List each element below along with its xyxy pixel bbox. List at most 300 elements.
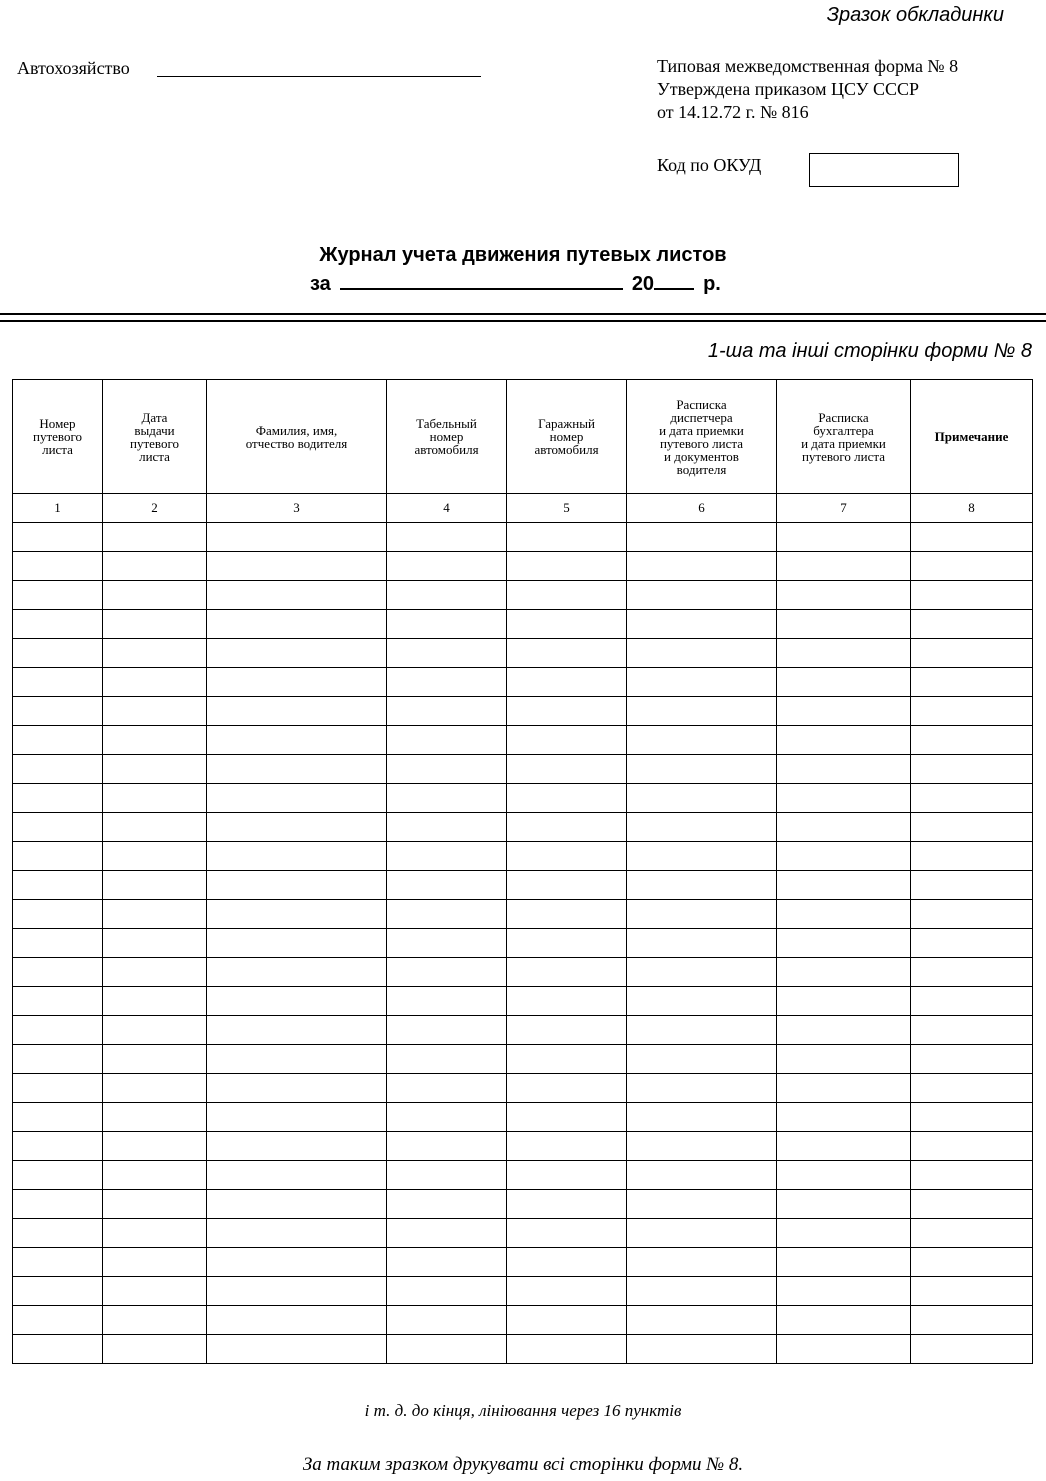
ruling-footnote: і т. д. до кінця, лініювання через 16 пунктів <box>364 1401 682 1420</box>
table-cell <box>507 1045 627 1074</box>
table-cell <box>911 668 1033 697</box>
table-cell <box>207 1219 387 1248</box>
table-cell <box>207 784 387 813</box>
table-cell <box>911 871 1033 900</box>
table-cell <box>103 610 207 639</box>
table-cell <box>13 1103 103 1132</box>
separator-rule-bottom <box>0 320 1046 322</box>
period-blank <box>340 270 623 290</box>
table-row <box>13 813 1033 842</box>
column-number-row <box>13 494 1033 523</box>
table-cell <box>387 697 507 726</box>
table-cell <box>387 552 507 581</box>
column-header: Расписка бухгалтера и дата приемки путевого листа <box>777 380 911 494</box>
organization-label: Автохозяйство <box>17 58 130 78</box>
table-cell <box>507 610 627 639</box>
table-cell <box>627 639 777 668</box>
form-approved-line: Утверждена приказом ЦСУ СССР <box>657 79 920 99</box>
table-cell <box>911 1190 1033 1219</box>
table-cell <box>627 668 777 697</box>
table-cell <box>207 552 387 581</box>
table-cell <box>911 581 1033 610</box>
table-cell <box>627 1103 777 1132</box>
table-cell <box>627 929 777 958</box>
table-cell <box>13 1277 103 1306</box>
table-cell <box>627 871 777 900</box>
form-type-line: Типовая межведомственная форма № 8 <box>657 56 959 76</box>
table-cell <box>387 755 507 784</box>
table-cell <box>777 552 911 581</box>
table-cell <box>13 1074 103 1103</box>
table-cell <box>103 755 207 784</box>
table-row <box>13 1161 1033 1190</box>
table-cell <box>103 523 207 552</box>
table-cell <box>13 610 103 639</box>
table-cell <box>103 1277 207 1306</box>
table-cell <box>777 842 911 871</box>
okud-label: Код по ОКУД <box>657 155 762 175</box>
table-cell <box>207 581 387 610</box>
table-cell <box>911 1016 1033 1045</box>
table-cell <box>911 1103 1033 1132</box>
year-suffix: р. <box>703 273 721 295</box>
column-header: Фамилия, имя, отчество водителя <box>207 380 387 494</box>
table-cell <box>507 813 627 842</box>
table-cell <box>507 1132 627 1161</box>
column-header: Табельный номер автомобиля <box>387 380 507 494</box>
table-cell <box>13 842 103 871</box>
period-prefix: за <box>310 273 331 295</box>
table-cell <box>627 1161 777 1190</box>
column-number: 3 <box>207 494 387 523</box>
table-cell <box>387 523 507 552</box>
table-row <box>13 871 1033 900</box>
table-cell <box>387 784 507 813</box>
table-cell <box>387 668 507 697</box>
table-cell <box>103 552 207 581</box>
period-line <box>310 270 721 296</box>
table-cell <box>207 639 387 668</box>
table-cell <box>507 552 627 581</box>
table-cell <box>777 987 911 1016</box>
table-cell <box>627 523 777 552</box>
table-cell <box>387 987 507 1016</box>
table-cell <box>911 1219 1033 1248</box>
table-cell <box>207 813 387 842</box>
column-header: Примечание <box>911 380 1033 494</box>
table-cell <box>103 1248 207 1277</box>
table-cell <box>103 1132 207 1161</box>
table-cell <box>507 958 627 987</box>
print-instruction: За таким зразком друкувати всі сторінки форми № 8. <box>302 1454 744 1475</box>
table-cell <box>911 639 1033 668</box>
table-cell <box>777 1045 911 1074</box>
table-cell <box>13 1219 103 1248</box>
table-cell <box>207 900 387 929</box>
table-cell <box>103 1219 207 1248</box>
form-approval-info <box>657 55 958 124</box>
table-cell <box>911 552 1033 581</box>
table-cell <box>207 1074 387 1103</box>
table-cell <box>387 1132 507 1161</box>
table-cell <box>627 581 777 610</box>
table-row <box>13 987 1033 1016</box>
table-cell <box>387 842 507 871</box>
table-row <box>13 552 1033 581</box>
table-cell <box>507 987 627 1016</box>
table-cell <box>507 1335 627 1364</box>
table-cell <box>207 1045 387 1074</box>
table-cell <box>103 1045 207 1074</box>
table-cell <box>387 1219 507 1248</box>
table-cell <box>13 813 103 842</box>
table-row <box>13 610 1033 639</box>
table-cell <box>103 697 207 726</box>
table-cell <box>627 755 777 784</box>
table-cell <box>13 639 103 668</box>
column-number: 6 <box>627 494 777 523</box>
table-cell <box>387 1045 507 1074</box>
table-cell <box>387 813 507 842</box>
table-cell <box>13 900 103 929</box>
table-row <box>13 755 1033 784</box>
table-row <box>13 1132 1033 1161</box>
table-cell <box>207 871 387 900</box>
journal-table <box>12 379 1033 1364</box>
table-cell <box>13 1045 103 1074</box>
table-cell <box>387 1161 507 1190</box>
table-cell <box>777 813 911 842</box>
table-cell <box>911 987 1033 1016</box>
table-cell <box>103 726 207 755</box>
table-cell <box>627 1219 777 1248</box>
table-cell <box>207 668 387 697</box>
table-cell <box>507 784 627 813</box>
table-cell <box>207 523 387 552</box>
table-cell <box>13 871 103 900</box>
column-header: Гаражный номер автомобиля <box>507 380 627 494</box>
table-cell <box>103 1016 207 1045</box>
table-cell <box>507 726 627 755</box>
table-cell <box>627 784 777 813</box>
table-cell <box>627 1132 777 1161</box>
table-cell <box>387 1016 507 1045</box>
table-cell <box>387 871 507 900</box>
column-header: Расписка диспетчера и дата приемки путевого листа и документов водителя <box>627 380 777 494</box>
column-number: 5 <box>507 494 627 523</box>
table-cell <box>627 697 777 726</box>
table-cell <box>207 929 387 958</box>
table-cell <box>627 610 777 639</box>
table-cell <box>777 755 911 784</box>
table-cell <box>103 929 207 958</box>
table-cell <box>777 1161 911 1190</box>
table-cell <box>507 639 627 668</box>
table-cell <box>777 1016 911 1045</box>
table-cell <box>387 1248 507 1277</box>
table-cell <box>777 1190 911 1219</box>
table-cell <box>507 697 627 726</box>
table-cell <box>911 958 1033 987</box>
table-cell <box>207 1335 387 1364</box>
okud-code-box <box>809 153 959 187</box>
table-cell <box>387 1277 507 1306</box>
table-cell <box>777 871 911 900</box>
table-cell <box>911 1045 1033 1074</box>
table-cell <box>507 523 627 552</box>
table-cell <box>103 581 207 610</box>
table-cell <box>387 1306 507 1335</box>
table-row <box>13 929 1033 958</box>
table-cell <box>507 1074 627 1103</box>
table-cell <box>13 784 103 813</box>
table-cell <box>911 929 1033 958</box>
table-cell <box>911 726 1033 755</box>
table-cell <box>387 581 507 610</box>
table-row <box>13 1045 1033 1074</box>
table-cell <box>13 1161 103 1190</box>
table-cell <box>507 1016 627 1045</box>
table-cell <box>507 842 627 871</box>
table-cell <box>387 1074 507 1103</box>
table-cell <box>13 1335 103 1364</box>
table-cell <box>911 697 1033 726</box>
table-cell <box>387 1103 507 1132</box>
table-cell <box>13 552 103 581</box>
table-cell <box>911 813 1033 842</box>
table-cell <box>103 1074 207 1103</box>
table-row <box>13 900 1033 929</box>
table-cell <box>627 900 777 929</box>
column-number: 1 <box>13 494 103 523</box>
table-cell <box>387 900 507 929</box>
table-cell <box>13 1132 103 1161</box>
table-row <box>13 1074 1033 1103</box>
table-cell <box>103 958 207 987</box>
table-row <box>13 1016 1033 1045</box>
table-cell <box>777 523 911 552</box>
table-cell <box>103 1335 207 1364</box>
organization-blank-line <box>157 76 481 77</box>
table-cell <box>777 1132 911 1161</box>
table-cell <box>627 987 777 1016</box>
table-cell <box>777 1306 911 1335</box>
table-cell <box>507 581 627 610</box>
table-cell <box>777 1103 911 1132</box>
table-cell <box>207 842 387 871</box>
table-cell <box>777 1248 911 1277</box>
column-header: Номер путевого листа <box>13 380 103 494</box>
table-cell <box>13 987 103 1016</box>
table-cell <box>207 1132 387 1161</box>
table-cell <box>207 610 387 639</box>
table-cell <box>507 755 627 784</box>
table-row <box>13 523 1033 552</box>
column-header: Дата выдачи путевого листа <box>103 380 207 494</box>
table-cell <box>777 784 911 813</box>
table-cell <box>13 1248 103 1277</box>
table-row <box>13 1219 1033 1248</box>
table-cell <box>13 1016 103 1045</box>
table-cell <box>627 842 777 871</box>
table-cell <box>507 1248 627 1277</box>
table-cell <box>13 523 103 552</box>
table-cell <box>627 1074 777 1103</box>
table-cell <box>207 726 387 755</box>
table-cell <box>13 958 103 987</box>
table-cell <box>387 639 507 668</box>
table-cell <box>103 900 207 929</box>
table-cell <box>627 813 777 842</box>
table-cell <box>507 1277 627 1306</box>
table-row <box>13 784 1033 813</box>
table-row <box>13 958 1033 987</box>
table-cell <box>13 697 103 726</box>
table-cell <box>507 1219 627 1248</box>
table-cell <box>103 668 207 697</box>
year-blank <box>654 270 694 290</box>
table-cell <box>387 929 507 958</box>
table-row <box>13 1248 1033 1277</box>
table-cell <box>207 1306 387 1335</box>
page-label: 1-ша та інші сторінки форми № 8 <box>707 340 1032 362</box>
table-cell <box>103 1306 207 1335</box>
table-cell <box>207 1016 387 1045</box>
table-row <box>13 668 1033 697</box>
table-cell <box>103 987 207 1016</box>
table-cell <box>777 958 911 987</box>
column-number: 4 <box>387 494 507 523</box>
table-cell <box>627 1045 777 1074</box>
table-cell <box>777 900 911 929</box>
table-cell <box>777 610 911 639</box>
table-cell <box>207 1277 387 1306</box>
table-cell <box>13 1190 103 1219</box>
table-cell <box>777 581 911 610</box>
table-cell <box>103 1190 207 1219</box>
table-cell <box>387 958 507 987</box>
table-row <box>13 1335 1033 1364</box>
table-cell <box>627 1190 777 1219</box>
table-cell <box>13 929 103 958</box>
separator-rule-top <box>0 313 1046 315</box>
table-row <box>13 697 1033 726</box>
table-cell <box>13 668 103 697</box>
table-cell <box>103 871 207 900</box>
table-cell <box>911 755 1033 784</box>
table-cell <box>103 813 207 842</box>
table-cell <box>507 1161 627 1190</box>
table-row <box>13 842 1033 871</box>
table-cell <box>627 1248 777 1277</box>
column-number: 8 <box>911 494 1033 523</box>
table-cell <box>777 1074 911 1103</box>
table-cell <box>507 668 627 697</box>
table-cell <box>207 958 387 987</box>
table-cell <box>207 1248 387 1277</box>
table-cell <box>777 697 911 726</box>
table-cell <box>103 1103 207 1132</box>
table-cell <box>507 1103 627 1132</box>
column-number: 2 <box>103 494 207 523</box>
table-cell <box>911 1277 1033 1306</box>
table-cell <box>13 581 103 610</box>
table-cell <box>777 1219 911 1248</box>
table-row <box>13 726 1033 755</box>
table-cell <box>627 726 777 755</box>
table-cell <box>103 784 207 813</box>
table-cell <box>777 929 911 958</box>
table-cell <box>777 668 911 697</box>
table-cell <box>507 1190 627 1219</box>
table-row <box>13 1190 1033 1219</box>
table-cell <box>627 552 777 581</box>
table-cell <box>911 610 1033 639</box>
column-number: 7 <box>777 494 911 523</box>
table-cell <box>103 842 207 871</box>
table-cell <box>911 1161 1033 1190</box>
table-cell <box>13 726 103 755</box>
table-cell <box>507 871 627 900</box>
table-cell <box>207 755 387 784</box>
table-cell <box>103 639 207 668</box>
sample-note: Зразок обкладинки <box>826 4 1004 26</box>
table-cell <box>207 1161 387 1190</box>
table-cell <box>387 610 507 639</box>
table-cell <box>627 1016 777 1045</box>
table-row <box>13 639 1033 668</box>
table-cell <box>777 726 911 755</box>
form-date-line: от 14.12.72 г. № 816 <box>657 102 809 122</box>
table-cell <box>13 755 103 784</box>
table-header-row <box>13 380 1033 494</box>
table-cell <box>103 1161 207 1190</box>
table-cell <box>207 1103 387 1132</box>
table-cell <box>911 784 1033 813</box>
table-cell <box>911 523 1033 552</box>
table-cell <box>911 1074 1033 1103</box>
journal-title: Журнал учета движения путевых листов <box>319 244 727 266</box>
table-cell <box>507 1306 627 1335</box>
table-cell <box>911 842 1033 871</box>
table-cell <box>777 1277 911 1306</box>
table-row <box>13 1277 1033 1306</box>
table-cell <box>911 1132 1033 1161</box>
year-prefix: 20 <box>631 273 655 295</box>
table-cell <box>507 929 627 958</box>
table-cell <box>911 900 1033 929</box>
table-row <box>13 1103 1033 1132</box>
table-cell <box>911 1306 1033 1335</box>
table-cell <box>627 958 777 987</box>
table-cell <box>911 1248 1033 1277</box>
table-cell <box>777 1335 911 1364</box>
table-cell <box>911 1335 1033 1364</box>
table-cell <box>627 1335 777 1364</box>
table-cell <box>207 1190 387 1219</box>
table-cell <box>387 1190 507 1219</box>
table-cell <box>207 697 387 726</box>
table-row <box>13 581 1033 610</box>
table-row <box>13 1306 1033 1335</box>
table-cell <box>627 1277 777 1306</box>
table-cell <box>507 900 627 929</box>
table-cell <box>627 1306 777 1335</box>
table-cell <box>777 639 911 668</box>
table-cell <box>387 1335 507 1364</box>
table-cell <box>13 1306 103 1335</box>
table-cell <box>387 726 507 755</box>
